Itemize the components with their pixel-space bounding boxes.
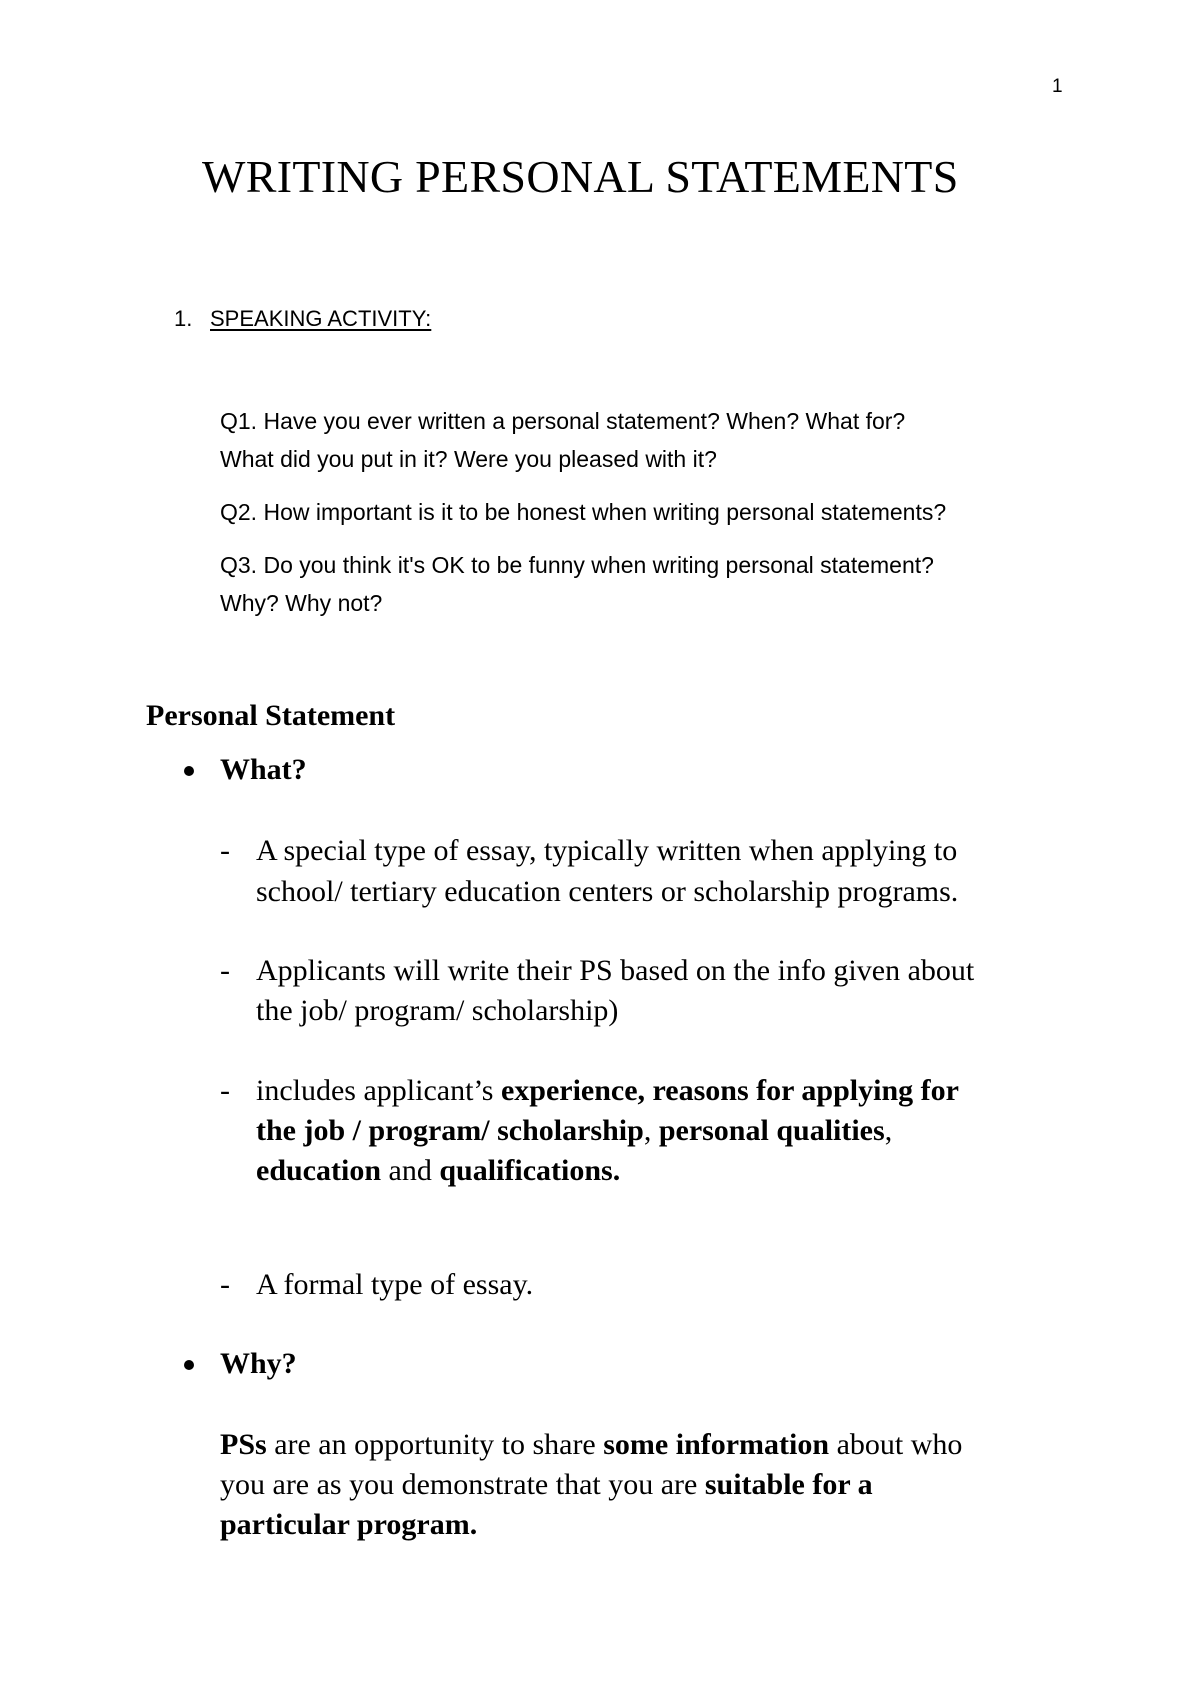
why-paragraph-line-3: particular program. <box>220 1508 478 1541</box>
why-paragraph-line-1: PSs are an opportunity to share some information about who <box>220 1428 963 1461</box>
what-item-4: A formal type of essay. <box>256 1268 534 1301</box>
what-label: What? <box>220 753 307 786</box>
question-1-line-1: Q1. Have you ever written a personal statement? When? What for? <box>220 408 906 434</box>
bullet-icon <box>184 766 194 776</box>
dash-marker: - <box>220 954 230 987</box>
question-3-line-2: Why? Why not? <box>220 590 383 616</box>
section-label-speaking-activity: SPEAKING ACTIVITY: <box>210 306 432 331</box>
dash-marker: - <box>220 834 230 867</box>
dash-marker: - <box>220 1268 230 1301</box>
what-item-3-line-3: education and qualifications. <box>256 1154 621 1187</box>
what-item-3-line-2: the job / program/ scholarship, personal qualities, <box>256 1114 893 1147</box>
what-item-3-line-1: includes applicant’s experience, reasons for applying for <box>256 1074 959 1107</box>
question-2: Q2. How important is it to be honest when writing personal statements? <box>220 499 947 525</box>
page-number: 1 <box>1052 76 1063 97</box>
what-item-1-line-2: school/ tertiary education centers or scholarship programs. <box>256 875 959 908</box>
bullet-icon <box>184 1360 194 1370</box>
what-item-2-line-2: the job/ program/ scholarship) <box>256 994 619 1027</box>
dash-marker: - <box>220 1074 230 1107</box>
why-paragraph-line-2: you are as you demonstrate that you are suitable for a <box>220 1468 873 1501</box>
what-item-1-line-1: A special type of essay, typically written when applying to <box>256 834 958 867</box>
personal-statement-heading: Personal Statement <box>146 699 396 732</box>
why-label: Why? <box>220 1347 297 1380</box>
question-1-line-2: What did you put in it? Were you pleased with it? <box>220 446 717 472</box>
document-title: WRITING PERSONAL STATEMENTS <box>202 151 959 202</box>
section-number: 1. <box>174 306 193 331</box>
what-item-2-line-1: Applicants will write their PS based on the info given about <box>256 954 975 987</box>
question-3-line-1: Q3. Do you think it's OK to be funny when writing personal statement? <box>220 552 934 578</box>
